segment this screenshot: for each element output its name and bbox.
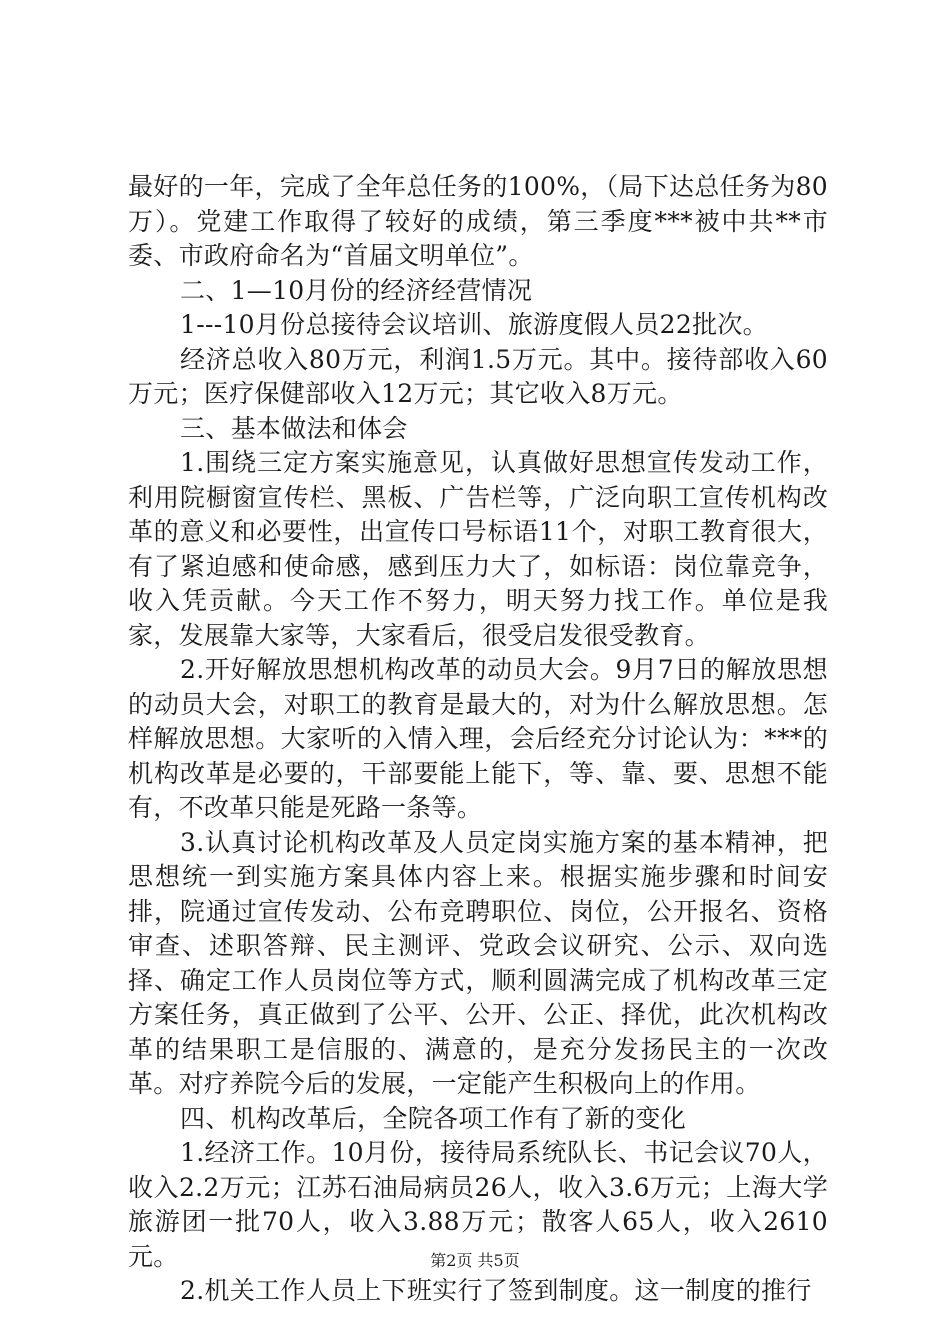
section-heading-3: 三、基本做法和体会: [180, 413, 408, 443]
section-heading-4: 四、机构改革后，全院各项工作有了新的变化: [180, 1103, 687, 1133]
paragraph-sign-in-system: 2.机关工作人员上下班实行了签到制度。这一制度的推行: [180, 1276, 812, 1305]
paragraph-item-1: 1.围绕三定方案实施意见，认真做好思想宣传发动工作，利用院橱窗宣传栏、黑板、广告栏等，广泛向职工宣传机构改革的意义和必要性，出宣传口号标语11个，对职工教育很大，有了紧迫感和使命感，感到压力大了，如标语：岗位靠竞争，收入凭贡献。今天工作不努力，明天努力找工作。单位是我家，发展靠大家等，大家看后，很受启发很受教育。: [128, 448, 828, 650]
section-heading-2: 二、1—10月份的经济经营情况: [180, 275, 533, 305]
paragraph-economic-work: 1.经济工作。10月份，接待局系统队长、书记会议70人，收入2.2万元；江苏石油局病员26人，收入3.6万元；上海大学旅游团一批70人，收入3.88万元；散客人65人，收入2610元。: [128, 1138, 828, 1271]
page-number-footer: 第2页 共5页: [430, 1251, 520, 1270]
paragraph-item-3: 3.认真讨论机构改革及人员定岗实施方案的基本精神，把思想统一到实施方案具体内容上来。根据实施步骤和时间安排，院通过宣传发动、公布竞聘职位、岗位，公开报名、资格审查、述职答辩、民主测评、党政会议研究、公示、双向选择、确定工作人员岗位等方式，顺利圆满完成了机构改革三定方案任务，真正做到了公平、公开、公正、择优，此次机构改革的结果职工是信服的、满意的，是充分发扬民主的一次改革。对疗养院今后的发展，一定能产生积极向上的作用。: [128, 827, 828, 1098]
document-body: [128, 170, 828, 1309]
paragraph-continuation: 最好的一年，完成了全年总任务的100%，（局下达总任务为80万）。党建工作取得了较好的成绩，第三季度***被中共**市委、市政府命名为“首届文明单位”。: [128, 172, 828, 270]
paragraph-item-2: 2.开好解放思想机构改革的动员大会。9月7日的解放思想的动员大会，对职工的教育是最大的，对为什么解放思想。怎样解放思想。大家听的入情入理，会后经充分讨论认为：***的机构改革是必要的，干部要能上能下，等、靠、要、思想不能有，不改革只能是死路一条等。: [128, 655, 828, 822]
paragraph-reception-count: 1---10月份总接待会议培训、旅游度假人员22批次。: [180, 310, 768, 339]
paragraph-income-summary: 经济总收入80万元，利润1.5万元。其中。接待部收入60万元；医疗保健部收入12万元；其它收入8万元。: [128, 344, 828, 408]
